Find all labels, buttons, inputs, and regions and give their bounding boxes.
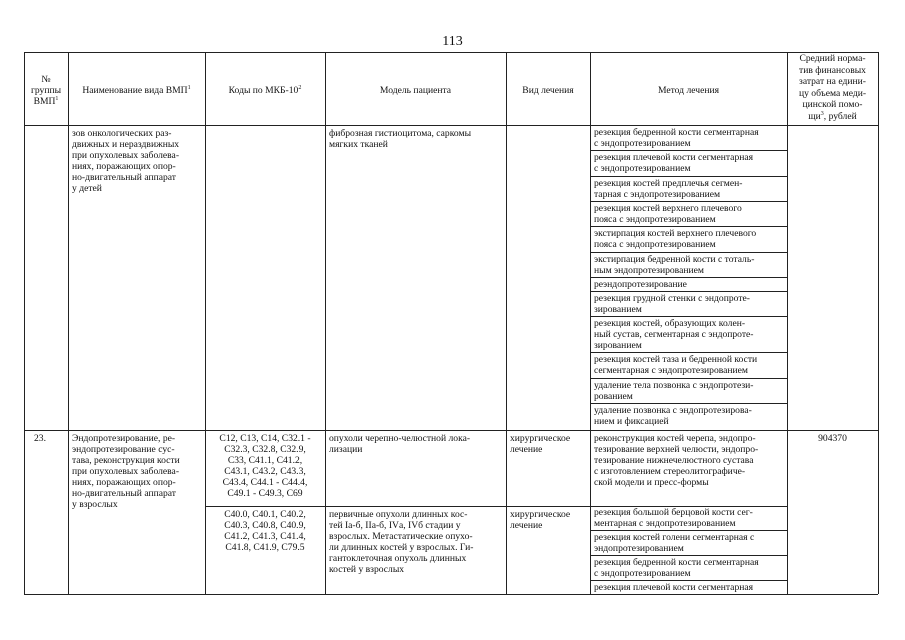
header-text: Средний норма- bbox=[799, 53, 866, 64]
method-item: резекция плечевой кости сегментарная bbox=[594, 582, 754, 593]
col-border-3 bbox=[325, 52, 326, 594]
method-divider bbox=[590, 277, 787, 278]
method-item: резекция костей голени сегментарная с эндопротезированием bbox=[594, 532, 755, 554]
row23b-codes: C40.0, C40.1, C40.2, C40.3, C40.8, C40.9, C41.2, C41.3, C41.4, C41.8, C41.9, C79.5 bbox=[224, 509, 306, 553]
col-border-0 bbox=[24, 52, 25, 594]
page-number: 113 bbox=[442, 34, 463, 49]
method-item: резекция грудной стенки с эндопроте- зированием bbox=[594, 293, 750, 315]
row23b-treatment-type: хирургическое лечение bbox=[510, 509, 571, 531]
method-item: резекция костей таза и бедренной кости сегментарная с эндопротезированием bbox=[594, 354, 758, 376]
row23a-codes: C12, C13, C14, C32.1 - C32.3, C32.8, C32.9, C33, C41.1, C41.2, C43.1, C43.2, C43.3, C43.4, C44.1 - C44.4, C49.1 - C49.3, C69 bbox=[219, 433, 311, 499]
method-item: резекция бедренной кости сегментарная с эндопротезированием bbox=[594, 127, 759, 149]
method-item: резекция костей верхнего плечевого пояса с эндопротезированием bbox=[594, 203, 742, 225]
method-divider bbox=[590, 201, 787, 202]
header-text: цу объема меди- bbox=[798, 87, 867, 99]
method-item: удаление позвонка с эндопротезирова- нием и фиксацией bbox=[594, 405, 752, 427]
method-divider bbox=[590, 226, 787, 227]
header-text: $щи^3$, рублей bbox=[808, 110, 857, 122]
row23-group-no: 23. bbox=[34, 433, 46, 444]
header-treatment-method: Метод лечения bbox=[657, 85, 720, 96]
method-divider bbox=[590, 150, 787, 151]
cont-vmp-name: зов онкологических раз- движных и нераздвижных при опухолевых заболева- ниях, поражающих опор- но-двигательный аппарат у детей bbox=[72, 128, 180, 194]
header-text: затрат на едини- bbox=[799, 76, 866, 87]
cont-patient-model: фиброзная гистиоцитома, саркомы мягких тканей bbox=[329, 128, 472, 150]
header-vmp-name: Наименование вида ВМП$^1$ bbox=[82, 84, 191, 96]
method-item: экстирпация костей верхнего плечевого пояса с эндопротезированием bbox=[594, 228, 757, 250]
method-item: резекция бедренной кости сегментарная с эндопротезированием bbox=[594, 557, 759, 579]
row-divider-23 bbox=[24, 430, 878, 431]
header-bottom-border bbox=[24, 125, 878, 126]
col-border-6 bbox=[787, 52, 788, 594]
header-text: № bbox=[41, 74, 51, 85]
method-item: резекция костей предплечья сегмен- тарная с эндопротезированием bbox=[594, 178, 743, 200]
row23b-patient-model: первичные опухоли длинных кос- тей Iа-б, IIа-б, IVа, IVб стадии у взрослых. Метастатические опухо- ли длинных костей у взрослых. Ги- гантоклеточная опухоль длинных костей у взрослых bbox=[329, 509, 474, 575]
header-financing bbox=[787, 53, 878, 122]
method-item: удаление тела позвонка с эндопротези- рованием bbox=[594, 380, 754, 402]
row23-financing: 904370 bbox=[818, 433, 847, 444]
header-group-no bbox=[24, 74, 68, 107]
method-divider bbox=[590, 316, 787, 317]
method-divider bbox=[590, 403, 787, 404]
row23a-patient-model: опухоли черепно-челюстной лока- лизации bbox=[329, 433, 471, 455]
header-text: тив финансовых bbox=[799, 64, 866, 76]
method-divider bbox=[590, 252, 787, 253]
header-treatment-type: Вид лечения bbox=[522, 85, 574, 96]
header-patient-model: Модель пациента bbox=[379, 85, 452, 96]
method-divider bbox=[590, 378, 787, 379]
method-item: резекция большой берцовой кости сег- ментарная с эндопротезированием bbox=[594, 507, 753, 529]
method-item: экстирпация бедренной кости с тоталь- ным эндопротезированием bbox=[594, 254, 755, 276]
method-divider bbox=[590, 555, 787, 556]
header-icd-codes: Коды по МКБ-$10^2$ bbox=[228, 84, 302, 96]
col-border-5 bbox=[590, 52, 591, 594]
method-divider bbox=[590, 176, 787, 177]
row23a-treatment-type: хирургическое лечение bbox=[510, 433, 571, 455]
header-text: ВМП$^1$ bbox=[33, 95, 59, 107]
method-divider bbox=[590, 291, 787, 292]
header-text: цинской помо- bbox=[802, 99, 863, 110]
method-divider bbox=[590, 530, 787, 531]
method-divider bbox=[590, 580, 787, 581]
row23a-method: реконструкция костей черепа, эндопро- тезирование верхней челюсти, эндопро- тезирование нижнечелюстного сустава с изготовлением стереолитографиче- ской модели и пресс-формы bbox=[594, 433, 759, 488]
method-item: резекция костей, образующих колен- ный сустав, сегментарная с эндопроте- зированием bbox=[594, 318, 754, 351]
row23-vmp-name: Эндопротезирование, ре- эндопротезирование сус- тава, реконструкция кости при опухолевых заболева- ниях, поражающих опор- но-двигательный аппарат у взрослых bbox=[72, 433, 180, 510]
method-item: резекция плечевой кости сегментарная с эндопротезированием bbox=[594, 152, 754, 174]
method-item: реэндопротезирование bbox=[594, 279, 687, 290]
header-text: группы bbox=[30, 85, 62, 96]
table-bottom-border bbox=[24, 594, 878, 595]
col-border-4 bbox=[506, 52, 507, 594]
col-border-7 bbox=[878, 52, 879, 594]
col-border-1 bbox=[68, 52, 69, 594]
method-divider bbox=[590, 352, 787, 353]
table-top-border bbox=[24, 52, 878, 53]
